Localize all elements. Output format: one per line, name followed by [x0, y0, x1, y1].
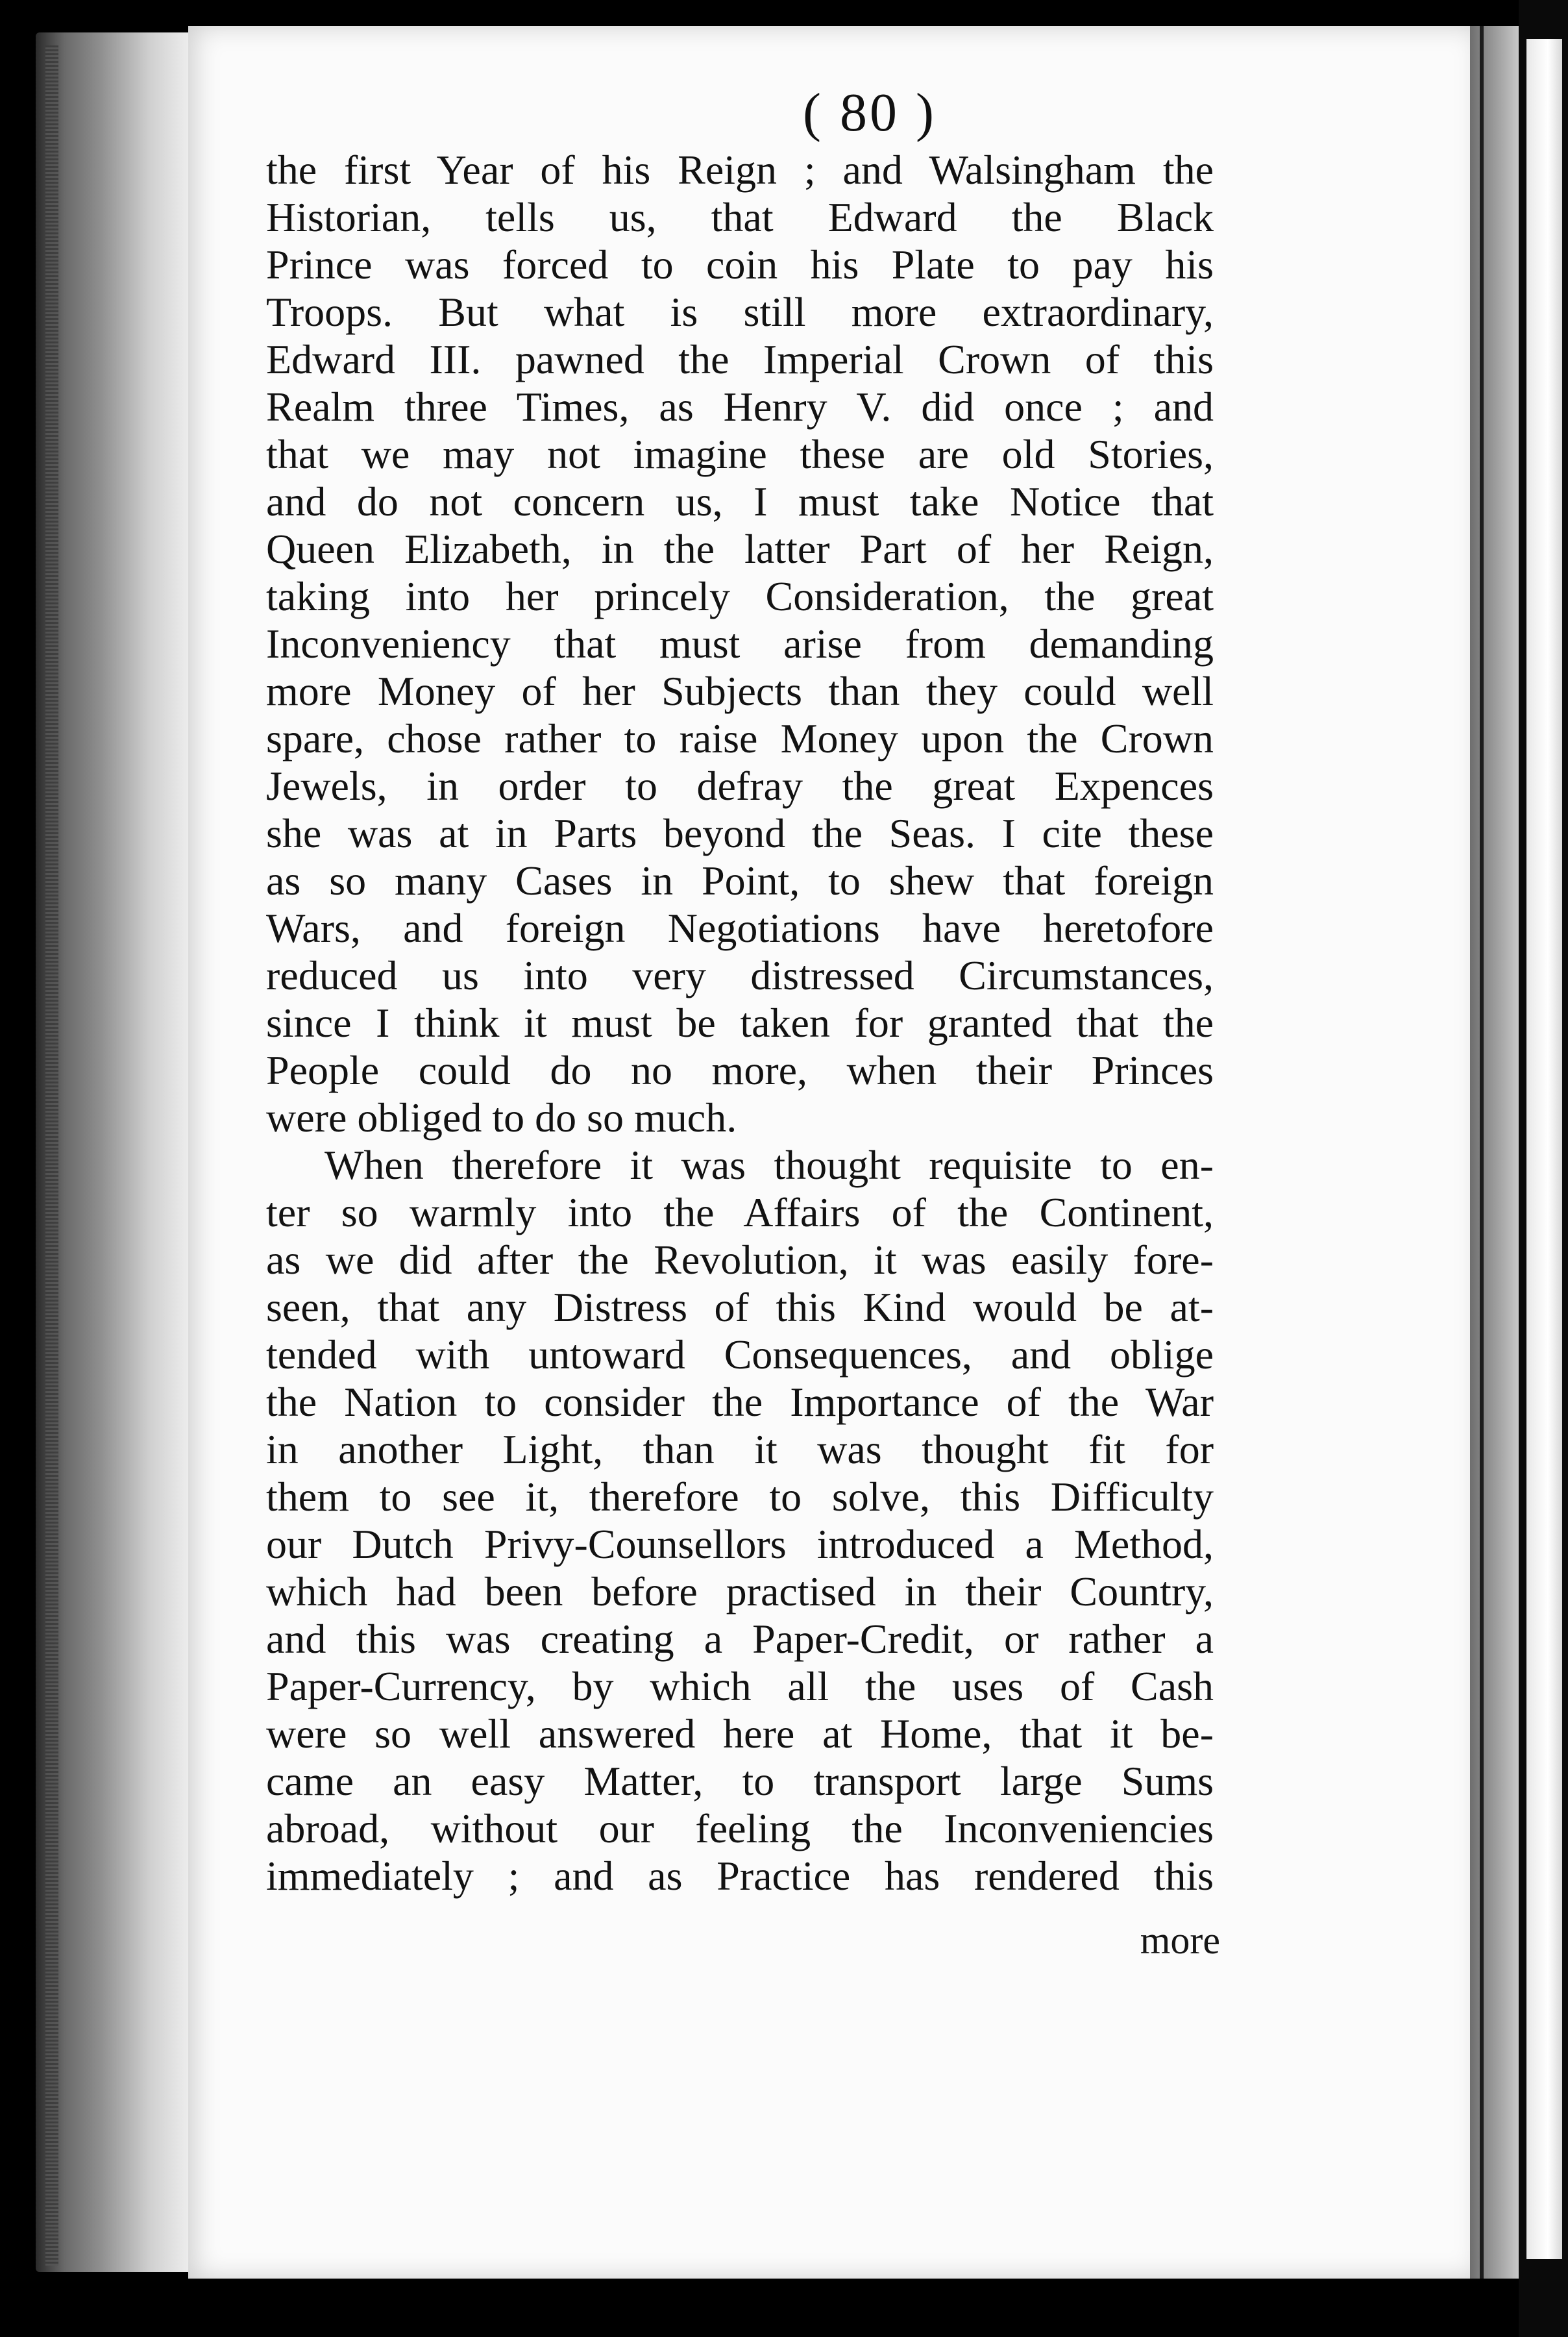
- text-line: as we did after the Revolution, it was easily fore-: [266, 1237, 1214, 1283]
- text-line: our Dutch Privy-Counsellors introduced a Method,: [266, 1521, 1214, 1567]
- text-line: the Nation to consider the Importance of the War: [266, 1379, 1214, 1425]
- text-line: Wars, and foreign Negotiations have heretofore: [266, 905, 1214, 951]
- text-line: the first Year of his Reign ; and Walsingham the: [266, 147, 1214, 193]
- text-line: People could do no more, when their Princes: [266, 1047, 1214, 1093]
- text-line: in another Light, than it was thought fit for: [266, 1426, 1214, 1472]
- page-stack-edge-right: [1470, 26, 1519, 2279]
- text-line: tended with untoward Consequences, and oblige: [266, 1331, 1214, 1378]
- text-line: and do not concern us, I must take Notice that: [266, 478, 1214, 525]
- text-line: abroad, without our feeling the Inconveniencies: [266, 1805, 1214, 1851]
- page-number-text: ( 80 ): [803, 82, 937, 143]
- text-line: since I think it must be taken for granted that the: [266, 1000, 1214, 1046]
- page-stack-edge-left: [45, 45, 58, 2266]
- text-line: seen, that any Distress of this Kind would be at-: [266, 1284, 1214, 1330]
- text-line: as so many Cases in Point, to shew that foreign: [266, 858, 1214, 904]
- text-line: reduced us into very distressed Circumstances,: [266, 952, 1214, 998]
- text-line: that we may not imagine these are old Stories,: [266, 431, 1214, 477]
- text-line: ter so warmly into the Affairs of the Continent,: [266, 1189, 1214, 1235]
- text-line: Troops. But what is still more extraordinary,: [266, 289, 1214, 335]
- catchword: more: [1140, 1919, 1220, 1962]
- text-line: more Money of her Subjects than they could well: [266, 668, 1214, 714]
- page-number: [188, 81, 1473, 144]
- text-line: she was at in Parts beyond the Seas. I cite these: [266, 810, 1214, 856]
- book-spine-edge: [36, 32, 198, 2272]
- text-line: taking into her princely Consideration, the great: [266, 573, 1214, 619]
- gutter-shadow: [1480, 26, 1484, 2279]
- text-line: Inconveniency that must arise from demanding: [266, 621, 1214, 667]
- text-line: Realm three Times, as Henry V. did once ; and: [266, 384, 1214, 430]
- text-line: were obliged to do so much.: [266, 1094, 737, 1141]
- text-line: Historian, tells us, that Edward the Black: [266, 194, 1214, 240]
- text-line: and this was creating a Paper-Credit, or rather a: [266, 1616, 1214, 1662]
- text-line: When therefore it was thought requisite to en-: [325, 1142, 1214, 1188]
- facing-page-strip: [1526, 39, 1562, 2259]
- text-line: them to see it, therefore to solve, this Difficulty: [266, 1474, 1214, 1520]
- text-line: Paper-Currency, by which all the uses of Cash: [266, 1663, 1214, 1709]
- text-line: spare, chose rather to raise Money upon the Crown: [266, 715, 1214, 761]
- text-line: Edward III. pawned the Imperial Crown of this: [266, 336, 1214, 382]
- text-line: were so well answered here at Home, that it be-: [266, 1711, 1214, 1757]
- text-line: immediately ; and as Practice has rendered this: [266, 1853, 1214, 1899]
- text-line: Jewels, in order to defray the great Expences: [266, 763, 1214, 809]
- text-line: came an easy Matter, to transport large Sums: [266, 1758, 1214, 1804]
- text-line: Queen Elizabeth, in the latter Part of her Reign,: [266, 526, 1214, 572]
- text-line: Prince was forced to coin his Plate to pay his: [266, 241, 1214, 288]
- body-text: [266, 146, 1214, 1899]
- text-line: which had been before practised in their Country,: [266, 1568, 1214, 1614]
